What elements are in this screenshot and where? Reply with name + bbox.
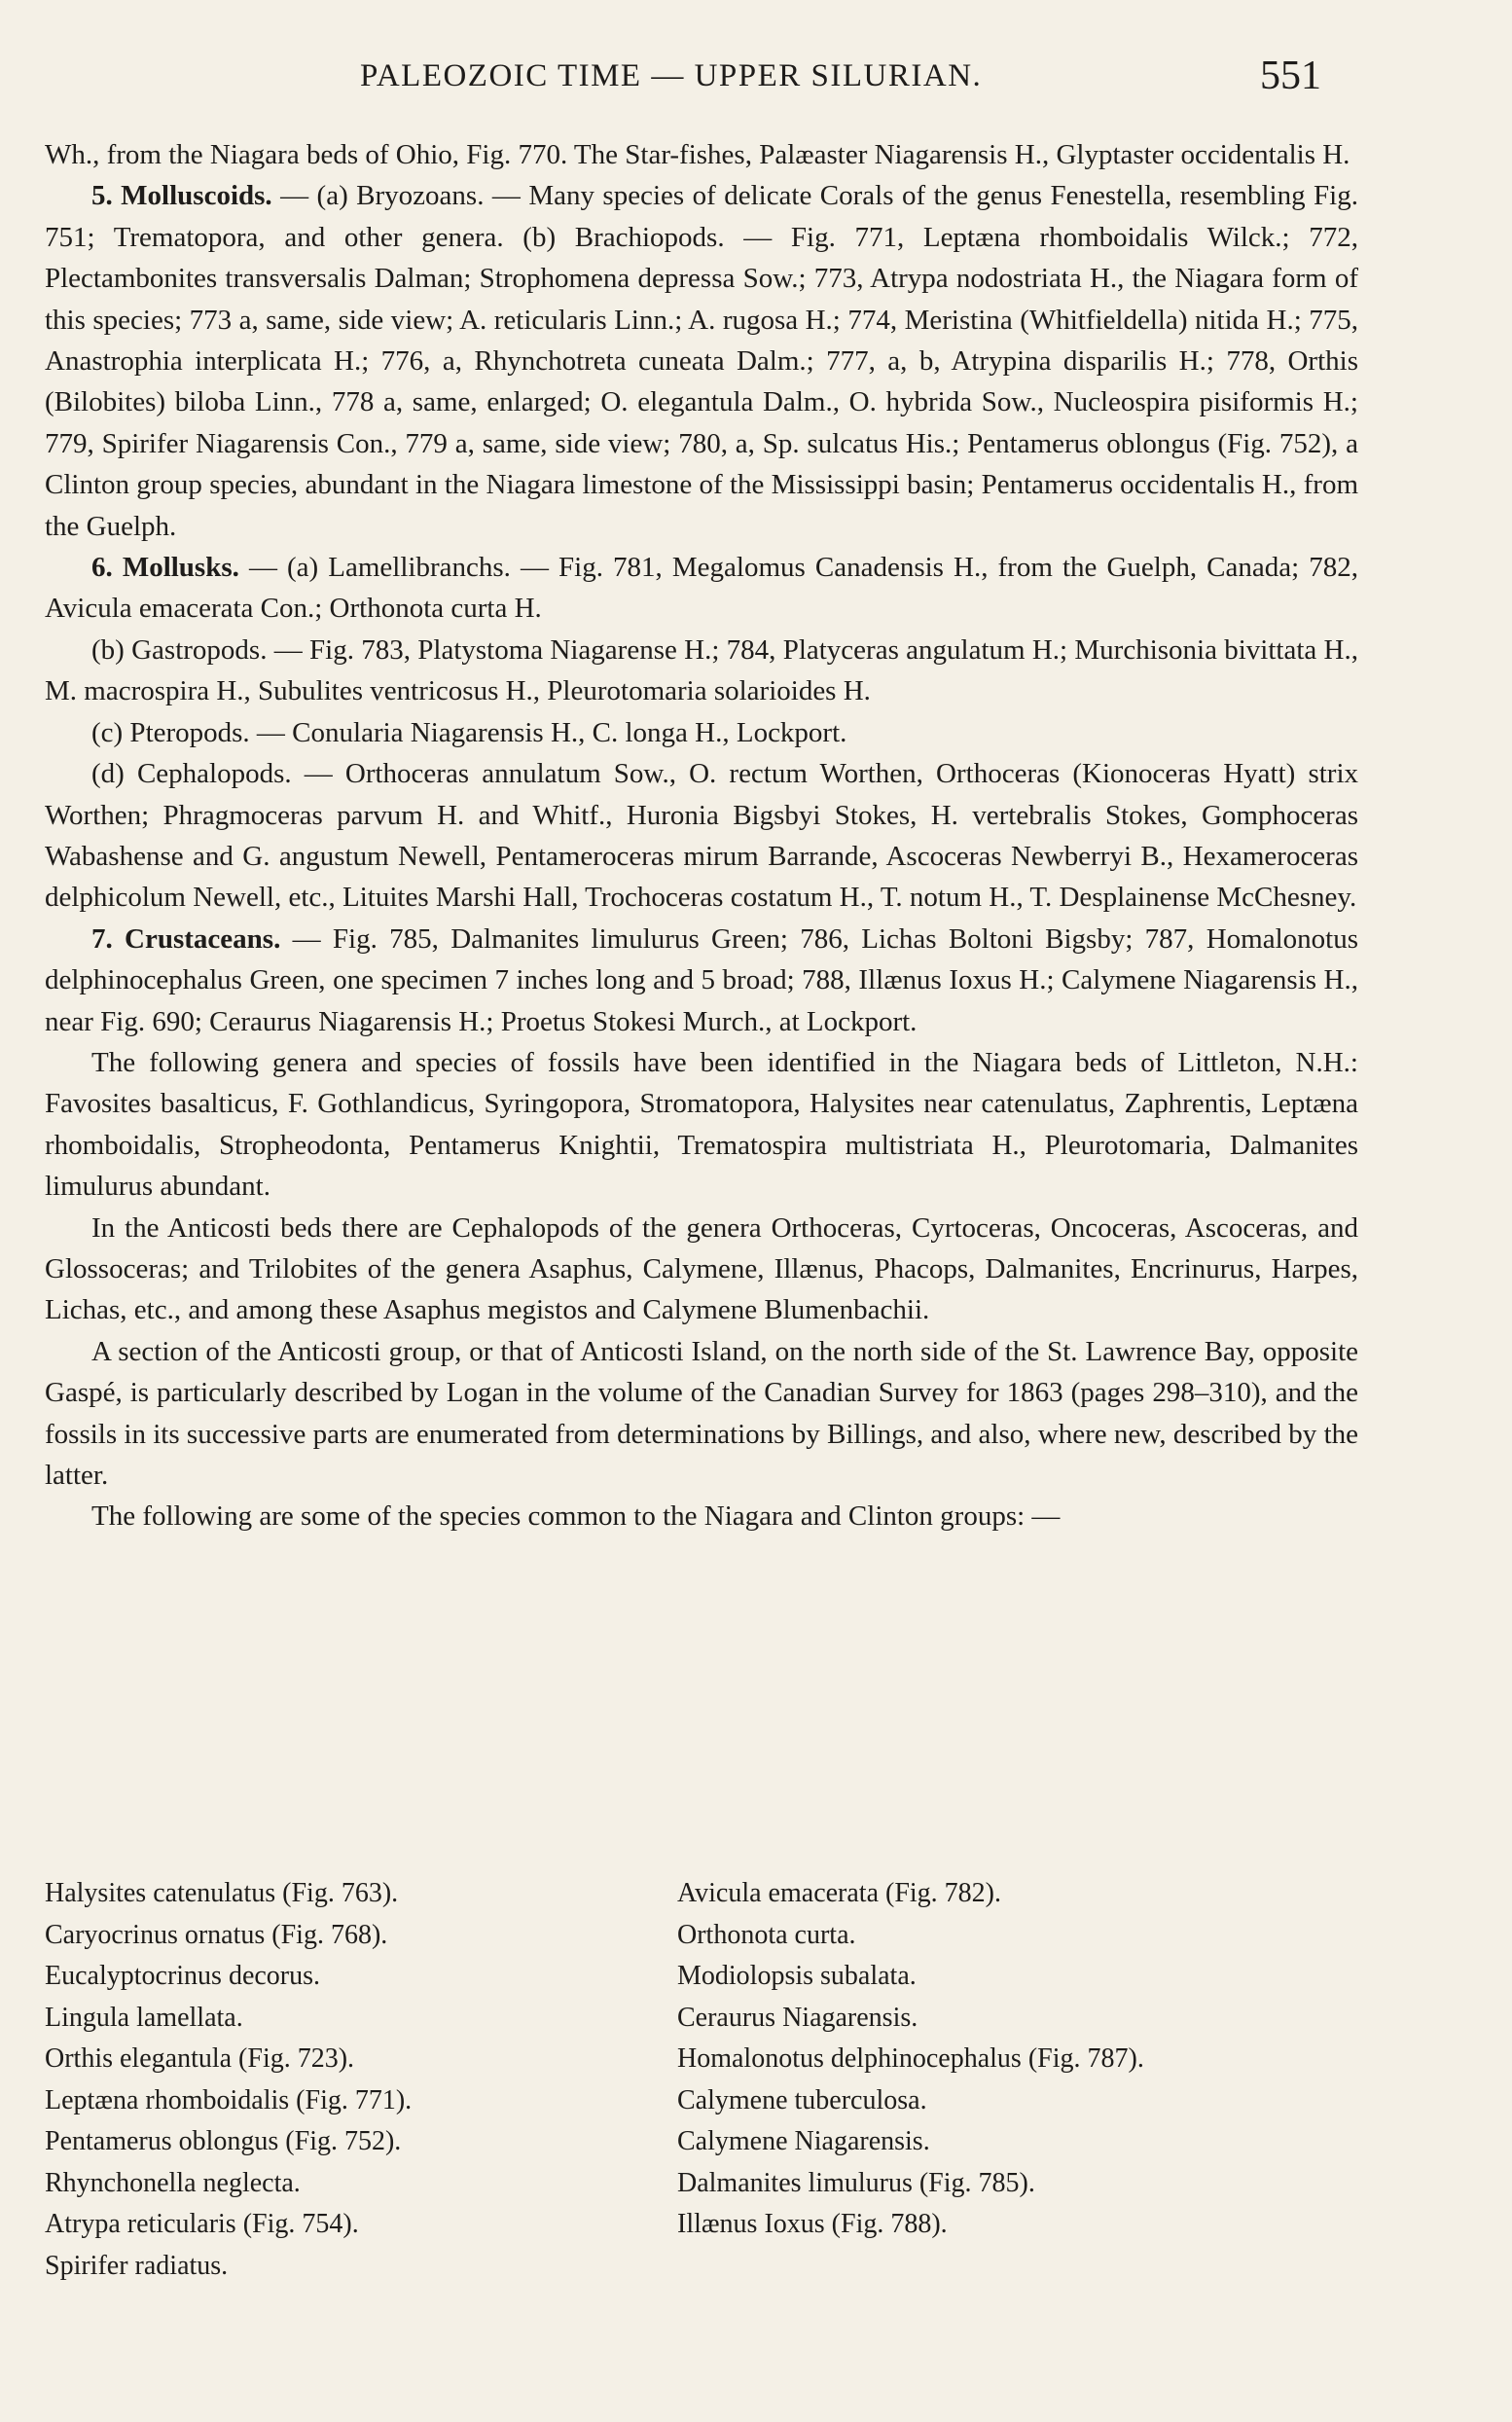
list-item: Leptæna rhomboidalis (Fig. 771). <box>45 2084 413 2115</box>
paragraph-star-fishes: Wh., from the Niagara beds of Ohio, Fig. 770. The Star-fishes, Palæaster Niagarensis H., Glyptaster occidentalis H. <box>45 139 1350 170</box>
list-item: Ceraurus Niagarensis. <box>677 2002 918 2033</box>
paragraph-pteropods: (c) Pteropods. — Conularia Niagarensis H., C. longa H., Lockport. <box>91 716 847 748</box>
body-text <box>45 134 1358 1537</box>
list-item: Modiolopsis subalata. <box>677 1961 917 1991</box>
paragraph-littleton: The following genera and species of fossils have been identified in the Niagara beds of Littleton, N.H.: Favosites basalticus, F. Gothlandicus, Syringopora, Stromatopora, Halysites near catenulatus, Zaphrentis, Leptæna rhomboidalis, Stropheodonta, Pentamerus Knightii, Trematospira multistriata H., Pleurotomaria, Dalmanites limulurus abundant. <box>45 1046 1358 1203</box>
list-item: Calymene tuberculosa. <box>677 2084 927 2115</box>
list-item: Lingula lamellata. <box>45 2002 243 2033</box>
paragraph-anticosti-section: A section of the Anticosti group, or that of Anticosti Island, on the north side of the St. Lawrence Bay, opposite Gaspé, is particularly described by Logan in the volume of the Canadian Survey for 1863 (pages 298–310), and the fossils in its successive parts are enumerated from determinations by Billings, and also, where new, described by the latter. <box>45 1335 1358 1491</box>
paragraph-anticosti-beds: In the Anticosti beds there are Cephalopods of the genera Orthoceras, Cyrtoceras, Oncoceras, Ascoceras, and Glossoceras; and Trilobites of the genera Asaphus, Calymene, Illænus, Phacops, Dalmanites, Encrinurus, Harpes, Lichas, etc., and among these Asaphus megistos and Calymene Blumenbachii. <box>45 1211 1358 1326</box>
list-item: Spirifer radiatus. <box>45 2250 229 2281</box>
list-item: Calymene Niagarensis. <box>677 2126 930 2156</box>
paragraph-mollusks: 6. Mollusks. — (a) Lamellibranchs. — Fig. 781, Megalomus Canadensis H., from the Guelph, Canada; 782, Avicula emacerata Con.; Orthonota curta H. <box>45 552 1358 625</box>
list-item: Halysites catenulatus (Fig. 763). <box>45 1878 399 1908</box>
section-heading: 5. Molluscoids. <box>91 180 272 212</box>
page-number: 551 <box>1260 54 1321 98</box>
list-item: Homalonotus delphinocephalus (Fig. 787). <box>677 2043 1144 2074</box>
running-title: PALEOZOIC TIME — UPPER SILURIAN. <box>360 58 983 93</box>
paragraph-crustaceans: 7. Crustaceans. — Fig. 785, Dalmanites limulurus Green; 786, Lichas Boltoni Bigsby; 787, Homalonotus delphinocephalus Green, one specimen 7 inches long and 5 broad; 788, Illænus Ioxus H.; Calymene Niagarensis H., near Fig. 690; Ceraurus Niagarensis H.; Proetus Stokesi Murch., at Lockport. <box>45 922 1358 1037</box>
list-item: Orthis elegantula (Fig. 723). <box>45 2043 355 2074</box>
species-list-right <box>677 1873 1358 2246</box>
list-item: Caryocrinus ornatus (Fig. 768). <box>45 1919 388 1950</box>
paragraph-gastropods: (b) Gastropods. — Fig. 783, Platystoma Niagarense H.; 784, Platyceras angulatum H.; Murchisonia bivittata H., M. macrospira H., Subulites ventricosus H., Pleurotomaria solarioides H. <box>45 633 1358 707</box>
running-head <box>39 47 1362 115</box>
list-item: Eucalyptocrinus decorus. <box>45 1961 321 1991</box>
list-item: Avicula emacerata (Fig. 782). <box>677 1878 1002 1908</box>
list-item: Orthonota curta. <box>677 1919 856 1950</box>
paragraph-molluscoids: 5. Molluscoids. — (a) Bryozoans. — Many species of delicate Corals of the genus Fenestella, resembling Fig. 751; Trematopora, and other genera. (b) Brachiopods. — Fig. 771, Leptæna rhomboidalis Wilck.; 772, Plectambonites transversalis Dalman; Strophomena depressa Sow.; 773, Atrypa nodostriata H., the Niagara form of this species; 773 a, same, side view; A. reticularis Linn.; A. rugosa H.; 774, Meristina (Whitfieldella) nitida H.; 775, Anastrophia interplicata H.; 776, a, Rhynchotreta cuneata Dalm.; 777, a, b, Atrypina disparilis H.; 778, Orthis (Bilobites) biloba Linn., 778 a, same, enlarged; O. elegantula Dalm., O. hybrida Sow., Nucleospira pisiformis H.; 779, Spirifer Niagarensis Con., 779 a, same, side view; 780, a, Sp. sulcatus His.; Pentamerus oblongus (Fig. 752), a Clinton group species, abundant in the Niagara limestone of the Mississippi basin; Pentamerus occidentalis H., from the Guelph. <box>45 180 1358 542</box>
paragraph-cephalopods: (d) Cephalopods. — Orthoceras annulatum Sow., O. rectum Worthen, Orthoceras (Kionoceras Hyatt) strix Worthen; Phragmoceras parvum H. and Whitf., Huronia Bigsbyi Stokes, H. vertebralis Stokes, Gomphoceras Wabashense and G. angustum Newell, Pentameroceras mirum Barrande, Ascoceras Newberryi B., Hexameroceras delphicolum Newell, etc., Lituites Marshi Hall, Trochoceras costatum H., T. notum H., T. Desplainense McChesney. <box>45 758 1358 914</box>
species-list-left <box>45 1873 667 2287</box>
list-item: Illænus Ioxus (Fig. 788). <box>677 2209 948 2239</box>
section-heading: 6. Mollusks. <box>91 552 239 584</box>
list-item: Rhynchonella neglecta. <box>45 2167 301 2198</box>
list-item: Atrypa reticularis (Fig. 754). <box>45 2209 359 2239</box>
section-heading: 7. Crustaceans. <box>91 922 281 955</box>
list-item: Dalmanites limulurus (Fig. 785). <box>677 2167 1035 2198</box>
list-item: Pentamerus oblongus (Fig. 752). <box>45 2126 402 2156</box>
paragraph-common-species-intro: The following are some of the species common to the Niagara and Clinton groups: — <box>91 1500 1061 1533</box>
